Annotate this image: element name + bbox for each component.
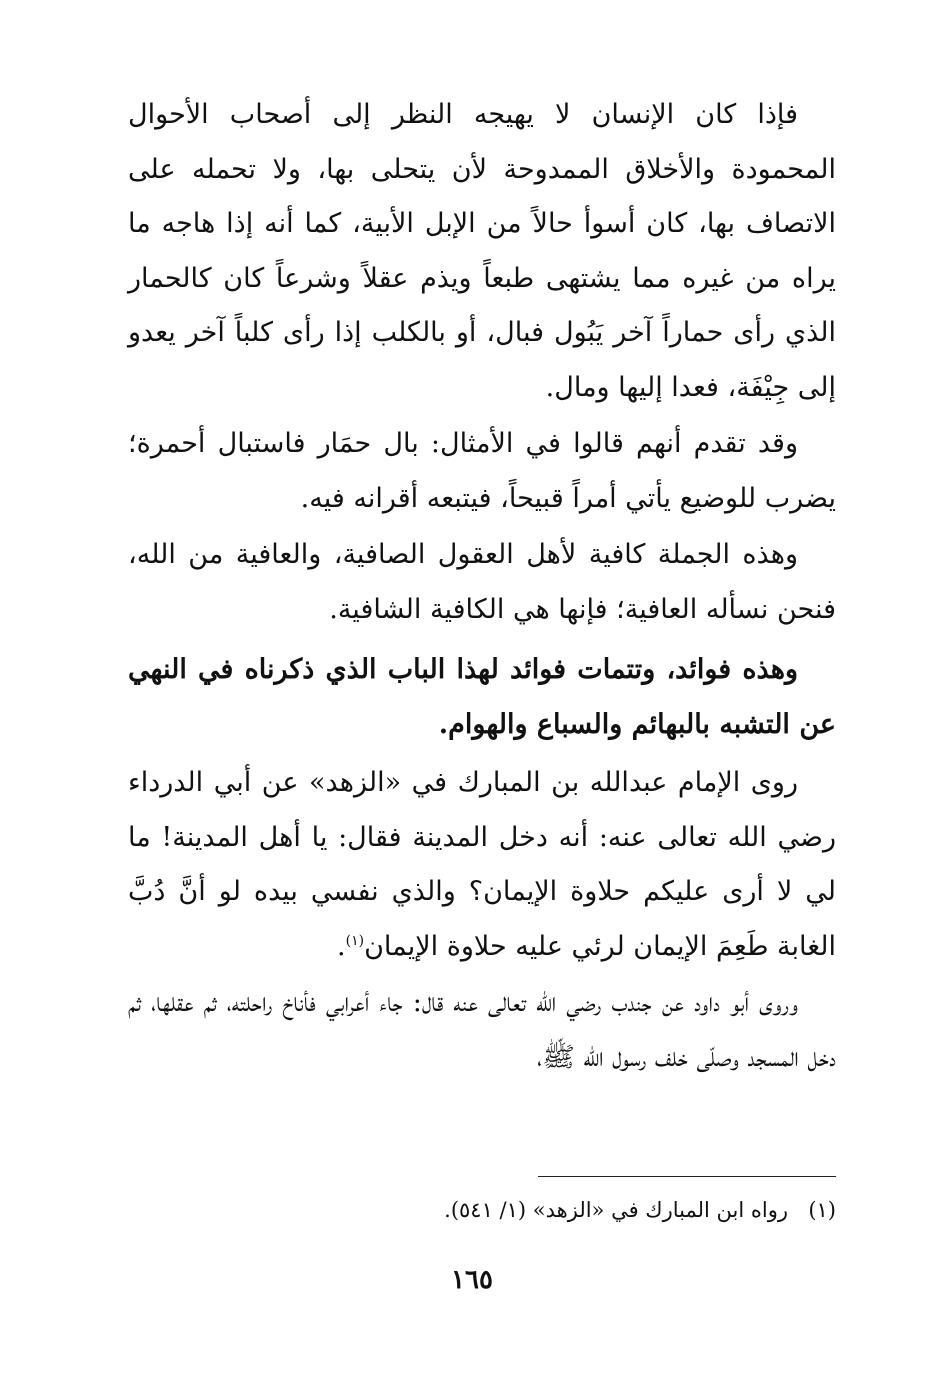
- page-body: [128, 88, 836, 1085]
- footnote: [128, 1192, 836, 1228]
- paragraph-3: وهذه الجملة كافية لأهل العقول الصافية، والعافية من الله، فنحن نسأله العافية؛ فإنها هي الكافية الشافية.: [128, 539, 836, 625]
- paragraph-5: [128, 756, 836, 974]
- footnote-number: (١): [808, 1198, 836, 1222]
- footnote-text: رواه ابن المبارك في «الزهد» (١/ ٥٤١).: [444, 1198, 788, 1222]
- footnote-divider: [538, 1176, 836, 1177]
- paragraph-6: وروى أبو داود عن جندب رضي الله تعالى عنه قال: جاء أعرابي فأناخ راحلته، ثم عقلها، ثم دخل المسجد وصلّى خلف رسول الله ﷺ،: [128, 987, 836, 1073]
- section-heading-paragraph: وهذه فوائد، وتتمات فوائد لهذا الباب الذي ذكرناه في النهي عن التشبه بالبهائم والسباع والهوام.: [128, 654, 836, 740]
- paragraph-5-text: روى الإمام عبدالله بن المبارك في «الزهد» عن أبي الدرداء رضي الله تعالى عنه: أنه دخل المدينة فقال: يا أهل المدينة! ما لي لا أرى عليكم حلاوة الإيمان؟ والذي نفسي بيده لو أنَّ دُبَّ الغابة طَعِمَ الإيمان لرئي عليه حلاوة الإيمان: [128, 767, 836, 962]
- paragraph-5-end: .: [337, 930, 346, 962]
- footnote-marker: (١): [345, 932, 365, 949]
- page-number: ١٦٥: [451, 1265, 493, 1295]
- paragraph-1: فإذا كان الإنسان لا يهيجه النظر إلى أصحاب الأحوال المحمودة والأخلاق الممدوحة لأن يتحلى بها، ولا تحمله على الاتصاف بها، كان أسوأ حالاً من الإبل الأبية، كما أنه إذا هاجه ما يراه من غيره مما يشتهى طبعاً ويذم عقلاً وشرعاً كان كالحمار الذي رأى حماراً آخر يَبُول فبال، أو بالكلب إذا رأى كلباً آخر يعدو إلى جِيْفَة، فعدا إليها ومال.: [128, 99, 836, 403]
- paragraph-2: وقد تقدم أنهم قالوا في الأمثال: بال حمَار فاستبال أحمرة؛ يضرب للوضيع يأتي أمراً قبيحاً، فيتبعه أقرانه فيه.: [128, 428, 836, 514]
